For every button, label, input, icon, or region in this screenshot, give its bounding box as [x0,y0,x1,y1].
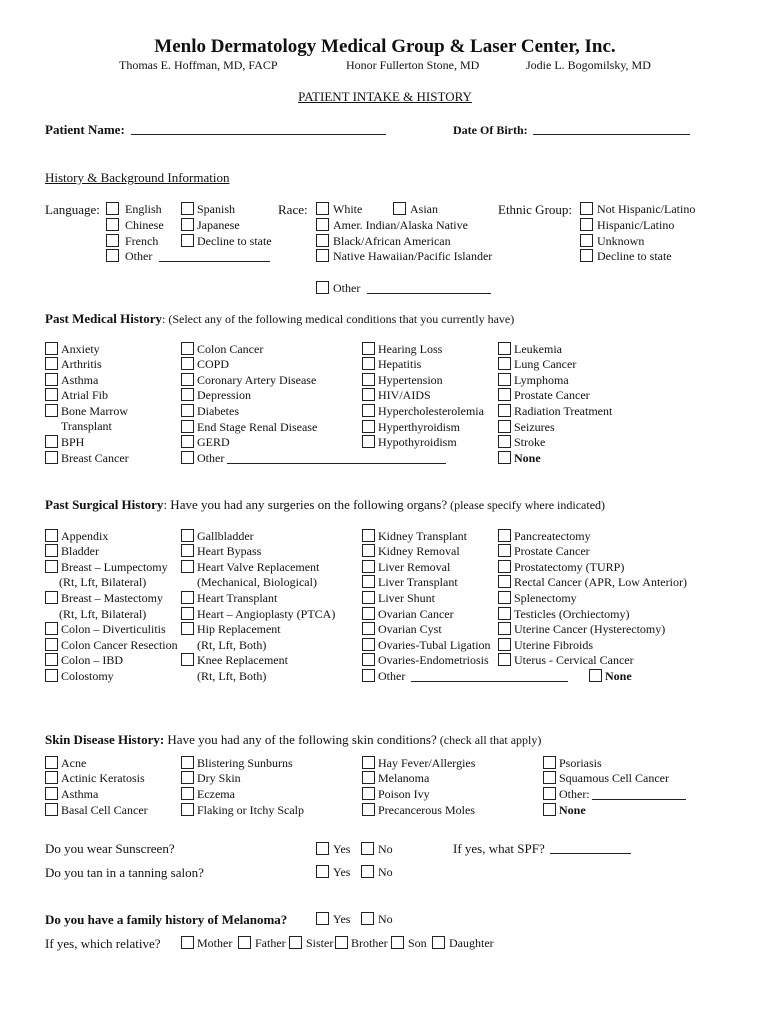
yes-label: Yes [333,865,351,879]
skin-checkbox[interactable] [45,787,58,800]
surgical-option: Uterine Fibroids [514,638,593,652]
skin-option: Other: [559,787,590,801]
surgical-option: Ovaries-Endometriosis [378,653,489,667]
history-heading: History & Background Information [45,170,230,185]
relative-option: Sister [306,936,334,950]
surgical-option: Prostatectomy (TURP) [514,560,625,574]
medical-option: Transplant [61,419,112,433]
dob-field[interactable] [533,134,690,135]
dob-label: Date Of Birth: [453,123,528,137]
medical-checkbox[interactable] [181,357,194,370]
clinic-title: Menlo Dermatology Medical Group & Laser Center, Inc. [154,36,616,57]
skin-checkbox[interactable] [45,756,58,769]
surgical-checkbox[interactable] [498,622,511,635]
medical-checkbox[interactable] [362,435,375,448]
surgical-option: Ovaries-Tubal Ligation [378,638,491,652]
race-option: Asian [410,202,438,216]
skin-option: Blistering Sunburns [197,756,293,770]
race-white-checkbox[interactable] [316,202,329,215]
medical-checkbox[interactable] [181,373,194,386]
relative-option: Daughter [449,936,494,950]
surgical-option: (Rt, Lft, Both) [197,669,267,683]
medical-checkbox[interactable] [498,435,511,448]
surgical-option: Other [378,669,406,683]
skin-note: (check all that apply) [436,733,542,747]
medical-option: Arthritis [61,357,102,371]
skin-checkbox[interactable] [543,756,556,769]
sunscreen-no-checkbox[interactable] [361,842,374,855]
medical-checkbox[interactable] [181,388,194,401]
language-option: Spanish [197,202,236,216]
language-french-checkbox[interactable] [106,234,119,247]
medical-option: Other [197,451,225,465]
surgical-checkbox[interactable] [45,560,58,573]
medical-checkbox[interactable] [181,435,194,448]
skin-checkbox[interactable] [181,803,194,816]
medical-option: Prostate Cancer [514,388,590,402]
relative-option: Father [255,936,286,950]
doctor-name: Thomas E. Hoffman, MD, FACP [119,58,278,72]
medical-option: Hepatitis [378,357,422,371]
medical-option: Lung Cancer [514,357,577,371]
surgical-option: Breast – Mastectomy [61,591,163,605]
surgical-checkbox[interactable] [362,529,375,542]
medical-checkbox[interactable] [45,388,58,401]
tanning-no-checkbox[interactable] [361,865,374,878]
medical-checkbox[interactable] [181,404,194,417]
sunscreen-question: Do you wear Sunscreen? [45,841,175,856]
race-label: Race: [278,202,308,217]
skin-option: Eczema [197,787,235,801]
spf-question: If yes, what SPF? [453,841,545,856]
no-label: No [378,865,393,879]
medical-option: Coronary Artery Disease [197,373,317,387]
medical-checkbox[interactable] [362,357,375,370]
medical-checkbox[interactable] [45,435,58,448]
ethnic-label: Ethnic Group: [498,202,573,217]
skin-checkbox[interactable] [181,756,194,769]
language-other-field[interactable] [159,261,270,262]
patient-name-field[interactable] [131,134,386,135]
ethnic-decline-checkbox[interactable] [580,249,593,262]
form-title: PATIENT INTAKE & HISTORY [298,89,472,104]
skin-checkbox[interactable] [543,771,556,784]
surgical-checkbox[interactable] [45,529,58,542]
medical-checkbox[interactable] [362,420,375,433]
surgical-checkbox[interactable] [45,544,58,557]
surgical-option: (Mechanical, Biological) [197,575,317,589]
surgical-checkbox[interactable] [181,607,194,620]
surgical-checkbox[interactable] [362,622,375,635]
surgical-other-field[interactable] [411,681,568,682]
surgical-none-checkbox[interactable] [589,669,602,682]
surgical-option: Bladder [61,544,99,558]
skin-option: Acne [61,756,87,770]
skin-checkbox[interactable] [362,803,375,816]
tanning-yes-checkbox[interactable] [316,865,329,878]
surgical-option: Colon – Diverticulitis [61,622,166,636]
surgical-checkbox[interactable] [181,591,194,604]
surgical-checkbox[interactable] [498,560,511,573]
medical-checkbox[interactable] [498,357,511,370]
medical-option: Anxiety [61,342,100,356]
medical-option: Radiation Treatment [514,404,613,418]
language-option: Japanese [197,218,240,232]
language-english-checkbox[interactable] [106,202,119,215]
skin-checkbox[interactable] [362,771,375,784]
no-label: No [378,912,393,926]
surgical-checkbox[interactable] [181,544,194,557]
medical-option: Leukemia [514,342,562,356]
medical-heading: Past Medical History [45,311,162,326]
medical-option: Seizures [514,420,555,434]
medical-checkbox[interactable] [498,373,511,386]
medical-none-label: None [514,451,541,465]
relative-daughter-checkbox[interactable] [432,936,445,949]
medical-other-field[interactable] [227,463,446,464]
medical-checkbox[interactable] [362,404,375,417]
relative-option: Son [408,936,427,950]
patient-name-label: Patient Name: [45,122,125,137]
skin-option: Squamous Cell Cancer [559,771,669,785]
language-option: English [125,202,162,216]
medical-instruction: : (Select any of the following medical conditions that you currently have) [161,312,515,326]
surgical-heading: Past Surgical History [45,497,164,512]
surgical-option: Liver Shunt [378,591,435,605]
skin-checkbox[interactable] [543,787,556,800]
melanoma-question: Do you have a family history of Melanoma? [45,912,288,927]
race-option: Native Hawaiian/Pacific Islander [333,249,493,263]
skin-option: Dry Skin [197,771,241,785]
yes-label: Yes [333,842,351,856]
skin-option: Basal Cell Cancer [61,803,148,817]
language-japanese-checkbox[interactable] [181,218,194,231]
surgical-option: (Rt, Lft, Both) [197,638,267,652]
surgical-option: Heart Transplant [197,591,278,605]
medical-checkbox[interactable] [498,342,511,355]
medical-option: Stroke [514,435,546,449]
spf-field[interactable] [550,853,631,854]
ethnic-unknown-checkbox[interactable] [580,234,593,247]
surgical-option: Uterine Cancer (Hysterectomy) [514,622,666,636]
no-label: No [378,842,393,856]
surgical-option: Liver Transplant [378,575,458,589]
medical-option: BPH [61,435,85,449]
medical-checkbox[interactable] [45,373,58,386]
melanoma-no-checkbox[interactable] [361,912,374,925]
medical-checkbox[interactable] [45,342,58,355]
surgical-option: Knee Replacement [197,653,288,667]
surgical-option: Ovarian Cyst [378,622,442,636]
language-option: Chinese [125,218,164,232]
surgical-option: Prostate Cancer [514,544,590,558]
race-option: Amer. Indian/Alaska Native [333,218,468,232]
medical-option: Colon Cancer [197,342,264,356]
medical-option: Hyperthyroidism [378,420,460,434]
skin-option: Flaking or Itchy Scalp [197,803,304,817]
relative-option: Brother [351,936,388,950]
surgical-option: Heart – Angioplasty (PTCA) [197,607,336,621]
surgical-checkbox[interactable] [362,607,375,620]
skin-none-label: None [559,803,586,817]
relative-option: Mother [197,936,233,950]
surgical-checkbox[interactable] [362,669,375,682]
skin-heading: Skin Disease History: [45,732,165,747]
ethnic-hispanic-checkbox[interactable] [580,218,593,231]
surgical-option: Heart Bypass [197,544,262,558]
surgical-checkbox[interactable] [362,591,375,604]
skin-checkbox[interactable] [362,756,375,769]
surgical-checkbox[interactable] [45,638,58,651]
ethnic-option: Unknown [597,234,645,248]
medical-option: COPD [197,357,230,371]
skin-checkbox[interactable] [45,771,58,784]
relative-question: If yes, which relative? [45,936,161,951]
surgical-checkbox[interactable] [498,653,511,666]
surgical-option: Kidney Transplant [378,529,468,543]
surgical-option: Rectal Cancer (APR, Low Anterior) [514,575,687,589]
surgical-checkbox[interactable] [498,544,511,557]
tanning-question: Do you tan in a tanning salon? [45,865,204,880]
medical-option: Atrial Fib [61,388,108,402]
race-black-checkbox[interactable] [316,234,329,247]
surgical-option: Appendix [61,529,109,543]
ethnic-option: Hispanic/Latino [597,218,675,232]
medical-option: HIV/AIDS [378,388,431,402]
surgical-option: Liver Removal [378,560,451,574]
ethnic-option: Not Hispanic/Latino [597,202,696,216]
surgical-option: Ovarian Cancer [378,607,454,621]
relative-son-checkbox[interactable] [391,936,404,949]
race-other-field[interactable] [367,293,491,294]
relative-brother-checkbox[interactable] [335,936,348,949]
surgical-option: Colon Cancer Resection [61,638,178,652]
surgical-option: Colon – IBD [61,653,124,667]
language-spanish-checkbox[interactable] [181,202,194,215]
medical-checkbox[interactable] [498,404,511,417]
medical-option: GERD [197,435,230,449]
skin-question: Have you had any of the following skin conditions? [164,732,437,747]
surgical-option: (Rt, Lft, Bilateral) [59,607,147,621]
skin-option: Asthma [61,787,99,801]
relative-sister-checkbox[interactable] [289,936,302,949]
surgical-checkbox[interactable] [181,622,194,635]
surgical-checkbox[interactable] [362,575,375,588]
surgical-question: : Have you had any surgeries on the following organs? [163,497,448,512]
surgical-checkbox[interactable] [45,591,58,604]
surgical-checkbox[interactable] [498,529,511,542]
race-pacific-checkbox[interactable] [316,249,329,262]
surgical-checkbox[interactable] [181,653,194,666]
surgical-option: Testicles (Orchiectomy) [514,607,630,621]
race-native-checkbox[interactable] [316,218,329,231]
surgical-checkbox[interactable] [362,653,375,666]
language-chinese-checkbox[interactable] [106,218,119,231]
skin-heading-line [45,733,541,746]
medical-checkbox[interactable] [181,420,194,433]
surgical-checkbox[interactable] [498,575,511,588]
surgical-heading-line [45,498,605,511]
skin-option: Psoriasis [559,756,602,770]
medical-option: Lymphoma [514,373,569,387]
medical-checkbox[interactable] [45,404,58,417]
medical-option: Bone Marrow [61,404,128,418]
skin-option: Precancerous Moles [378,803,475,817]
surgical-checkbox[interactable] [362,638,375,651]
sunscreen-yes-checkbox[interactable] [316,842,329,855]
skin-checkbox[interactable] [181,787,194,800]
medical-checkbox[interactable] [362,388,375,401]
race-other-checkbox[interactable] [316,281,329,294]
skin-other-field[interactable] [592,799,686,800]
skin-checkbox[interactable] [181,771,194,784]
medical-heading-line [45,312,514,325]
language-other-checkbox[interactable] [106,249,119,262]
language-option: Decline to state [197,234,272,248]
race-asian-checkbox[interactable] [393,202,406,215]
skin-option: Melanoma [378,771,430,785]
surgical-checkbox[interactable] [45,622,58,635]
medical-checkbox[interactable] [362,342,375,355]
medical-checkbox[interactable] [498,388,511,401]
skin-option: Hay Fever/Allergies [378,756,476,770]
surgical-option: Splenectomy [514,591,577,605]
surgical-option: Colostomy [61,669,114,683]
skin-option: Actinic Keratosis [61,771,145,785]
surgical-none-label: None [605,669,632,683]
surgical-option: Gallbladder [197,529,254,543]
language-decline-checkbox[interactable] [181,234,194,247]
surgical-option: Hip Replacement [197,622,281,636]
surgical-checkbox[interactable] [181,529,194,542]
skin-checkbox[interactable] [45,803,58,816]
surgical-checkbox[interactable] [498,607,511,620]
language-label: Language: [45,202,100,217]
ethnic-not-hispanic-checkbox[interactable] [580,202,593,215]
surgical-option: Uterus - Cervical Cancer [514,653,634,667]
medical-option: Hearing Loss [378,342,443,356]
surgical-option: Pancreatectomy [514,529,591,543]
melanoma-yes-checkbox[interactable] [316,912,329,925]
surgical-option: Heart Valve Replacement [197,560,320,574]
surgical-checkbox[interactable] [362,544,375,557]
skin-none-checkbox[interactable] [543,803,556,816]
surgical-checkbox[interactable] [498,591,511,604]
medical-option: Hypertension [378,373,443,387]
relative-mother-checkbox[interactable] [181,936,194,949]
doctor-name: Jodie L. Bogomilsky, MD [526,58,651,72]
race-option: Black/African American [333,234,451,248]
medical-option: End Stage Renal Disease [197,420,318,434]
medical-checkbox[interactable] [45,451,58,464]
medical-option: Asthma [61,373,99,387]
medical-option: Diabetes [197,404,239,418]
surgical-note: (please specify where indicated) [447,498,606,512]
surgical-checkbox[interactable] [45,669,58,682]
surgical-checkbox[interactable] [45,653,58,666]
medical-option: Hypercholesterolemia [378,404,484,418]
surgical-checkbox[interactable] [498,638,511,651]
medical-option: Hypothyroidism [378,435,457,449]
medical-checkbox[interactable] [362,373,375,386]
medical-checkbox[interactable] [498,420,511,433]
surgical-option: Breast – Lumpectomy [61,560,168,574]
race-option: Other [333,281,361,295]
medical-checkbox[interactable] [181,342,194,355]
surgical-option: Kidney Removal [378,544,460,558]
medical-option: Breast Cancer [61,451,129,465]
race-option: White [333,202,363,216]
medical-checkbox[interactable] [45,357,58,370]
relative-father-checkbox[interactable] [238,936,251,949]
yes-label: Yes [333,912,351,926]
surgical-checkbox[interactable] [362,560,375,573]
language-option: Other [125,249,153,263]
surgical-checkbox[interactable] [181,560,194,573]
skin-checkbox[interactable] [362,787,375,800]
doctor-name: Honor Fullerton Stone, MD [346,58,480,72]
surgical-option: (Rt, Lft, Bilateral) [59,575,147,589]
language-option: French [125,234,159,248]
medical-none-checkbox[interactable] [498,451,511,464]
skin-option: Poison Ivy [378,787,430,801]
ethnic-option: Decline to state [597,249,672,263]
medical-option: Depression [197,388,251,402]
medical-checkbox[interactable] [181,451,194,464]
